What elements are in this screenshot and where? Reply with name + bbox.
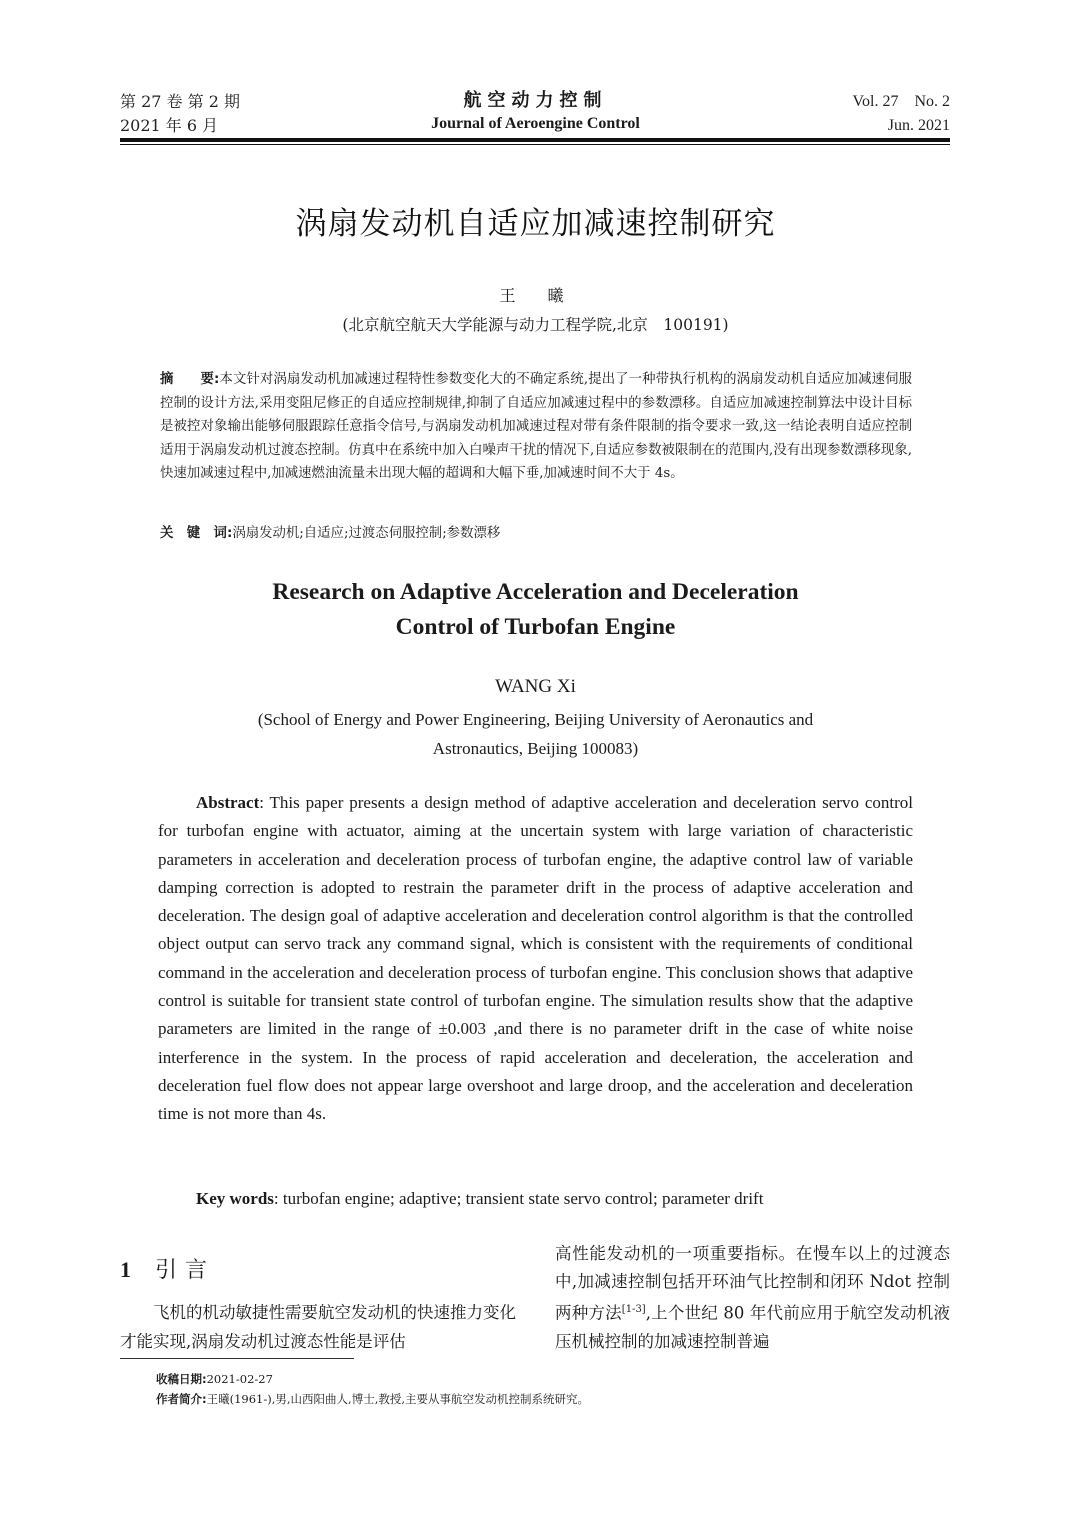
author-cn: 王 曦 [499,286,572,305]
footnote-rule [120,1358,354,1359]
affiliation-cn: (北京航空航天大学能源与动力工程学院,北京 100191) [342,316,729,334]
date-en: Jun. 2021 [887,117,950,134]
abstract-cn-label: 摘 要: [160,372,220,387]
received-date: 2021-02-27 [206,1372,273,1386]
keywords-en [196,1185,913,1213]
paper-title-en [0,575,1071,645]
date-cn: 2021 年 6 月 [120,116,219,135]
keywords-cn-label: 关 键 词: [160,526,233,541]
section-number: 1 [120,1257,131,1282]
section-heading [120,1253,215,1284]
keywords-en-label: Key words [196,1189,274,1208]
author-bio: 王曦(1961-),男,山西阳曲人,博士,教授,主要从事航空发动机控制系统研究。 [206,1392,590,1406]
paper-title-en-line2: Control of Turbofan Engine [395,614,676,640]
section-title: 引言 [155,1258,216,1283]
header-rule-thick [120,138,950,142]
abstract-cn-text: 本文针对涡扇发动机加减速过程特性参数变化大的不确定系统,提出了一种带执行机构的涡扇发动机自适应加减速伺服控制的设计方法,采用变阻尼修正的自适应控制规律,抑制了自适应加减速过程中的参数漂移。自适应加减速控制算法中设计目标是被控对象输出能够伺服跟踪任意指令信号,与涡扇发动机加减速过程对带有条件限制的指令要求一致,这一结论表明自适应控制适用于涡扇发动机过渡态控制。仿真中在系统中加入白噪声干扰的情况下,自适应参数被限制在的范围内,没有出现参数漂移现象,快速加减速过程中,加减速燃油流量未出现大幅的超调和大幅下垂,加减速时间不大于 4s。 [160,372,912,482]
volume-issue-en: Vol. 27 No. 2 [852,93,950,110]
affiliation-en-line1: (School of Energy and Power Engineering, Beijing University of Aeronautics and [257,710,814,729]
paper-title-en-line1: Research on Adaptive Acceleration and Deceleration [272,579,799,605]
footnote-author [156,1390,946,1408]
keywords-cn-text: 涡扇发动机;自适应;过渡态伺服控制;参数漂移 [232,526,501,541]
body-column-left: 飞机的机动敏捷性需要航空发动机的快速推力变化才能实现,涡扇发动机过渡态性能是评估 [120,1303,516,1351]
keywords-cn [160,522,912,546]
abstract-cn [160,368,912,486]
received-label: 收稿日期: [156,1372,207,1386]
header-right [853,90,951,138]
citation: [1-3] [621,1304,646,1315]
author-bio-label: 作者简介: [156,1392,207,1406]
keywords-en-text: : turbofan engine; adaptive; transient state servo control; parameter drift [273,1189,764,1208]
footnote-received [156,1370,946,1388]
body-right-text-2: ,上个世纪 80 年代前应用于航空发动机液压机械控制的加减速控制普遍 [555,1303,951,1351]
abstract-en-text: : This paper presents a design method of adaptive acceleration and deceleration servo control for turbofan engine with actuator, aiming at the uncertain system with large variation of characteristic parameters in acceleration and deceleration process of turbofan engine, the adaptive control law of variable damping correction is adopted to restrain the parameter drift in the process of adaptive acceleration and deceleration. The design goal of adaptive acceleration and deceleration control algorithm is that the controlled object output can servo track any command signal, which is consistent with the requirements of conditional command in the acceleration and deceleration process of turbofan engine. This conclusion shows that adaptive control is suitable for transient state control of turbofan engine. The simulation results show that the adaptive parameters are limited in the range of ±0.003 ,and there is no parameter drift in the case of white noise interference in the system. In the process of rapid acceleration and deceleration, the acceleration and deceleration fuel flow does not appear large overshoot and large droop, and the acceleration and deceleration time is not more than 4s. [158,793,913,1124]
body-right-text-1: 高性能发动机的一项重要指标。在慢车以上的过渡态中,加减速控制包括开环油气比控制和闭环 Ndot 控制两种方法 [555,1244,950,1323]
author-en: WANG Xi [495,676,576,697]
abstract-en-label: Abstract [196,793,260,812]
paper-title-cn: 涡扇发动机自适应加减速控制研究 [295,206,776,242]
journal-name-en: Journal of Aeroengine Control [431,115,640,132]
journal-name-cn: 航空动力控制 [463,90,608,111]
header-rule-thin [120,144,950,145]
volume-issue-cn: 第 27 卷 第 2 期 [120,92,240,111]
affiliation-en [0,705,1071,763]
affiliation-en-line2: Astronautics, Beijing 100083) [432,739,639,758]
body-column-right [555,1240,950,1356]
abstract-en [158,789,913,1129]
